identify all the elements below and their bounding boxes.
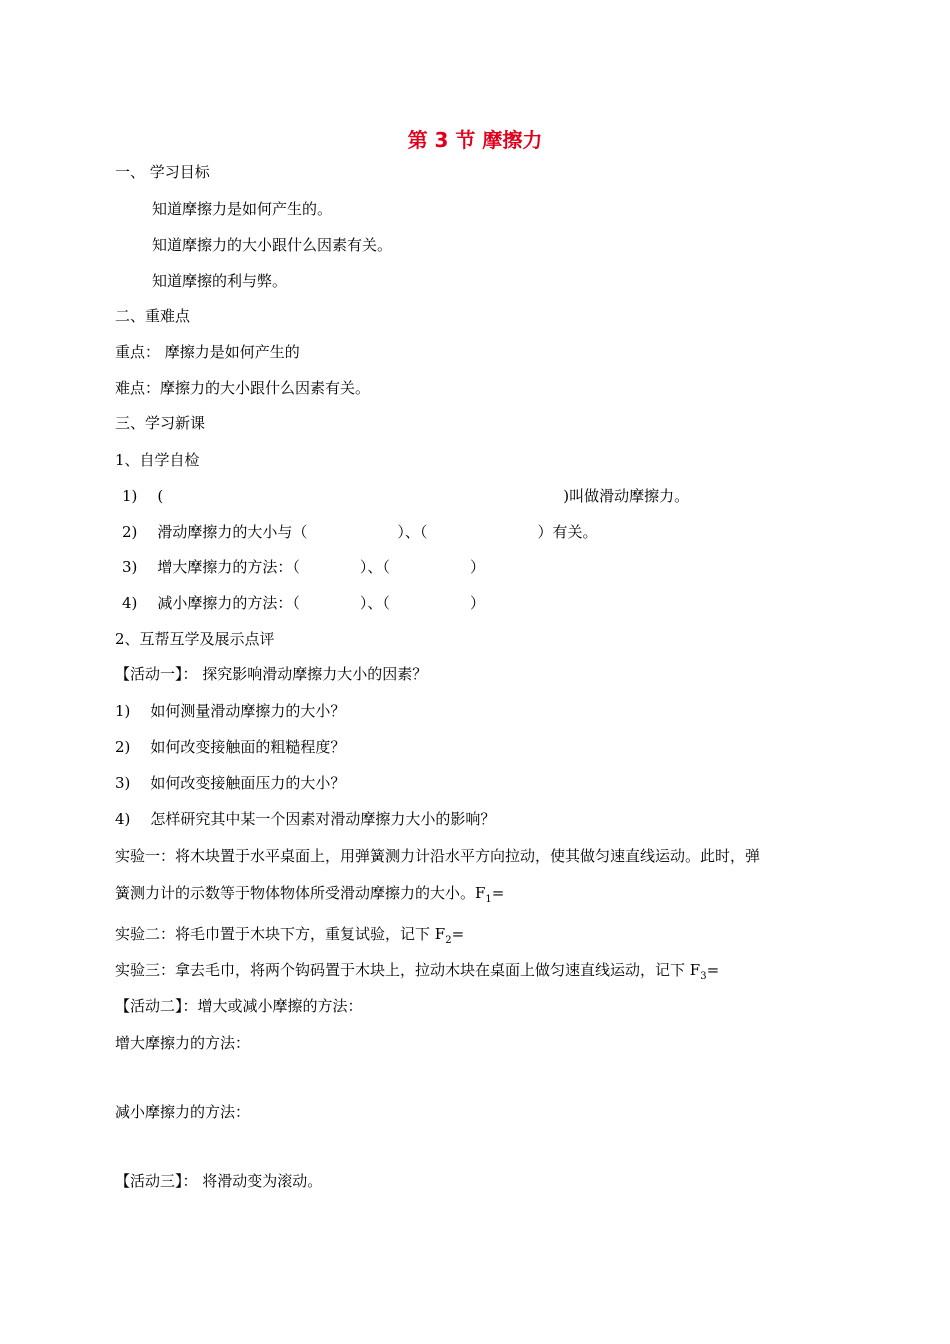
activity-2-heading: 【活动二】：增大或减小摩擦的方法： (115, 997, 363, 1015)
question-text: )叫做滑动摩擦力。 (563, 487, 690, 505)
key-point: 重点： 摩擦力是如何产生的 (115, 343, 300, 361)
question-text: 增大摩擦力的方法：（ (157, 558, 300, 576)
question-number: 1) (122, 487, 138, 505)
experiment-1-line: 簧测力计的示数等于物体物体所受滑动摩擦力的大小。$F_1=$ (115, 884, 505, 905)
increase-friction-methods: 增大摩擦力的方法： (115, 1034, 251, 1052)
question-2 (122, 522, 597, 542)
experiment-3-line: 实验三：拿去毛巾，将两个钩码置于木块上，拉动木块在桌面上做匀速直线运动，记下 $F_3=$ (115, 961, 720, 982)
subsection-self-check: 1、自学自检 (115, 451, 200, 469)
question-text: ）、（ (359, 558, 390, 576)
activity-1-item: 4) 怎样研究其中某一个因素对滑动摩擦力大小的影响？ (115, 810, 496, 828)
activity-3-heading: 【活动三】： 将滑动变为滚动。 (115, 1172, 323, 1190)
goal-item: 知道摩擦力的大小跟什么因素有关。 (152, 236, 393, 254)
question-text: ）有关。 (537, 523, 598, 541)
experiment-2-line: 实验二：将毛巾置于木块下方，重复试验，记下 $F_2=$ (115, 925, 465, 946)
goal-item: 知道摩擦力是如何产生的。 (152, 200, 333, 218)
question-3 (122, 557, 485, 577)
question-text: 减小摩擦力的方法：（ (157, 594, 300, 612)
question-number: 2) (122, 523, 138, 541)
section-heading-key-points: 二、重难点 (115, 307, 191, 325)
page-title: 第 3 节 摩擦力 (407, 128, 543, 152)
question-text: ）、（ (359, 594, 390, 612)
activity-1-item: 2) 如何改变接触面的粗糙程度？ (115, 738, 346, 756)
question-number: 4) (122, 594, 138, 612)
question-text: ( (157, 487, 164, 505)
activity-1-item: 1) 如何测量滑动摩擦力的大小？ (115, 702, 346, 720)
question-text: ）、（ (397, 523, 428, 541)
question-1 (122, 486, 689, 506)
section-heading-new-lesson: 三、学习新课 (115, 414, 206, 432)
question-4 (122, 593, 485, 613)
experiment-1-line: 实验一：将木块置于水平桌面上，用弹簧测力计沿水平方向拉动，使其做匀速直线运动。此时，弹 (115, 847, 761, 865)
decrease-friction-methods: 减小摩擦力的方法： (115, 1103, 251, 1121)
difficulty-point: 难点：摩擦力的大小跟什么因素有关。 (115, 379, 371, 397)
activity-1-item: 3) 如何改变接触面压力的大小？ (115, 774, 346, 792)
question-text: ） (469, 594, 485, 612)
question-text: ） (469, 558, 485, 576)
subsection-peer-learning: 2、互帮互学及展示点评 (115, 630, 275, 648)
goal-item: 知道摩擦的利与弊。 (152, 272, 288, 290)
question-text: 滑动摩擦力的大小与（ (157, 523, 308, 541)
section-heading-goals: 一、 学习目标 (115, 163, 210, 181)
activity-1-heading: 【活动一】： 探究影响滑动摩擦力大小的因素？ (115, 665, 428, 683)
question-number: 3) (122, 558, 138, 576)
